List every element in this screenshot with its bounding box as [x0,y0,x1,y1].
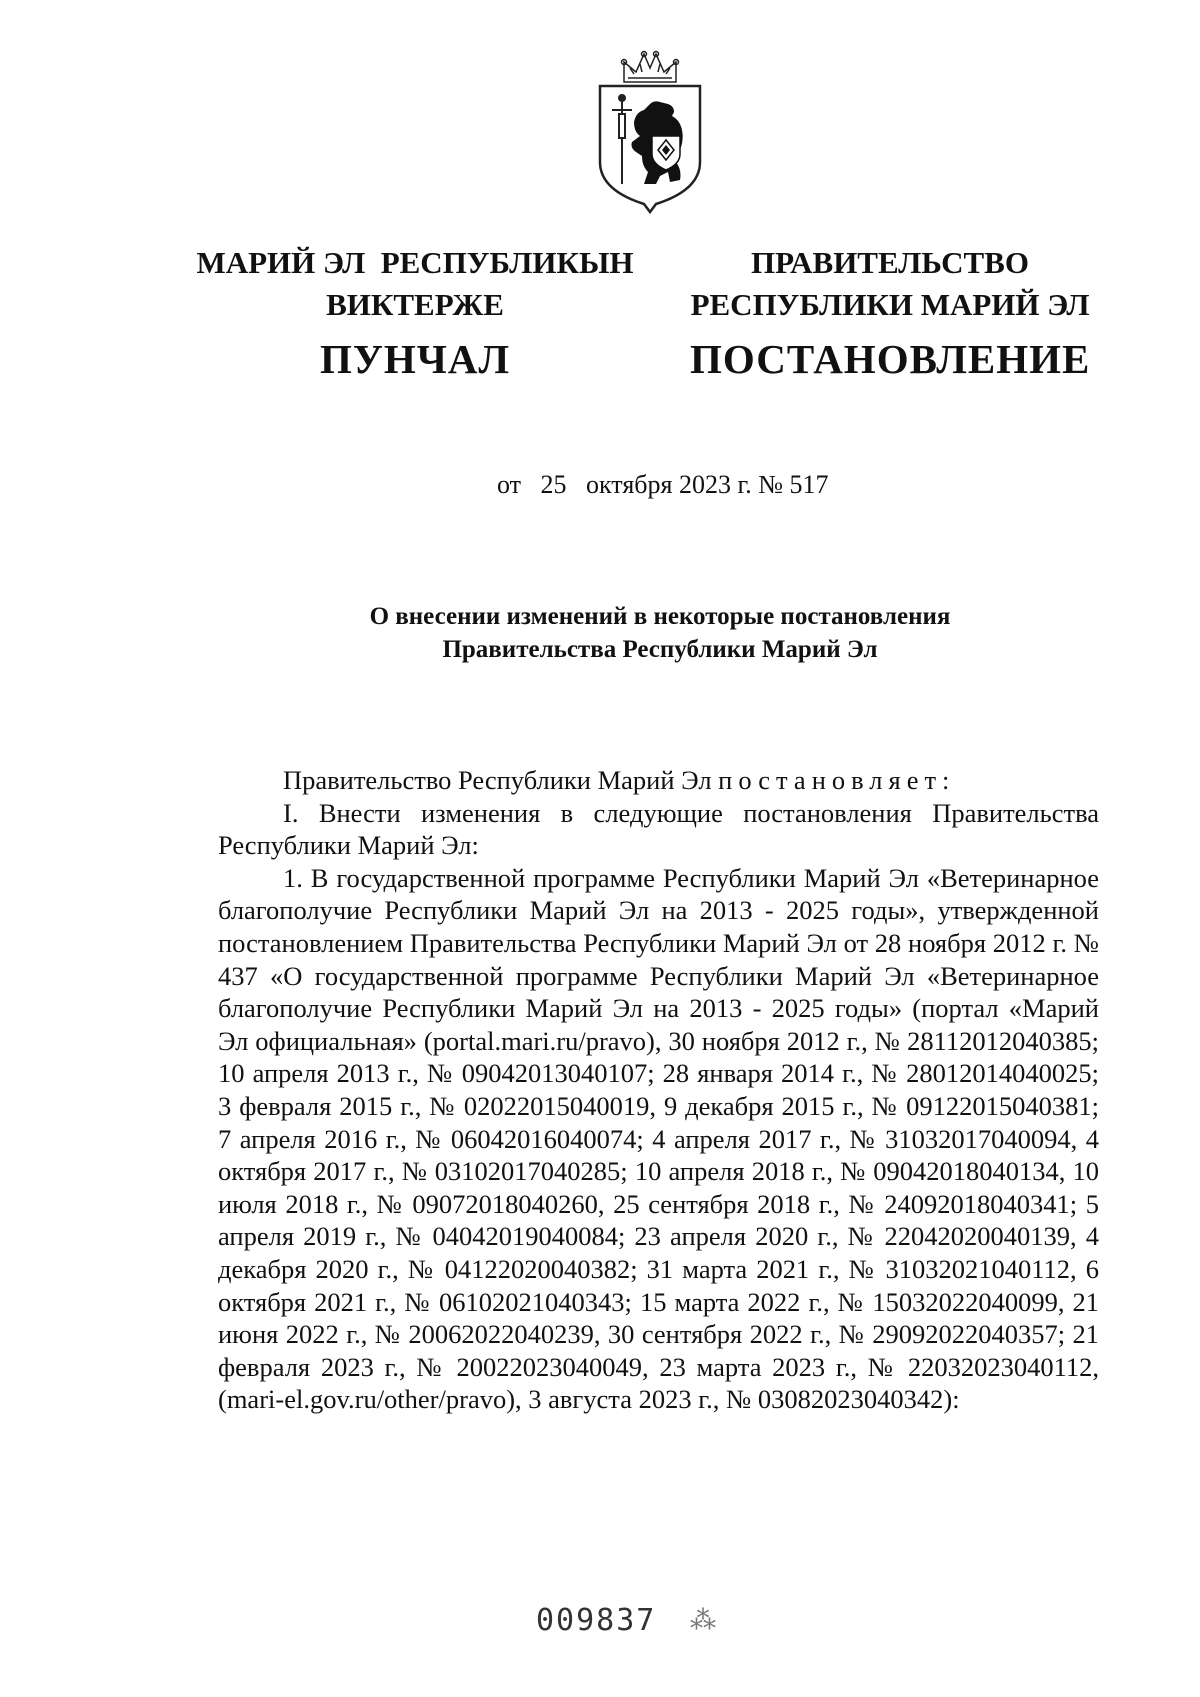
intro-resolves: постановляет: [718,765,956,795]
item-1-paragraph: 1. В государственной программе Республики Марий Эл «Ветеринарное благополучие Республики Марий Эл на 2013 - 2025 годы», утвержденной постановлением Правительства Республики Марий Эл от 28 ноября 2012 г. № 437 «О государственной программе Республики Марий Эл «Ветеринарное благополучие Республики Марий Эл на 2013 - 2025 годы» (портал «Марий Эл официальная» (portal.mari.ru/pravo), 30 ноября 2012 г., № 28112012040385; 10 апреля 2013 г., № 09042013040107; 28 января 2014 г., № 28012014040025; 3 февраля 2015 г., № 02022015040019, 9 декабря 2015 г., № 09122015040381; 7 апреля 2016 г., № 06042016040074; 4 апреля 2017 г., № 31032017040094, 4 октября 2017 г., № 03102017040285; 10 апреля 2018 г., № 09042018040134, 10 июля 2018 г., № 09072018040260, 25 сентября 2018 г., № 24092018040341; 5 апреля 2019 г., № 04042019040084; 23 апреля 2020 г., № 22042020040139, 4 декабря 2020 г., № 04122020040382; 31 марта 2021 г., № 31032021040112, 6 октября 2021 г., № 06102021040343; 15 марта 2022 г., № 15032022040099, 21 июня 2022 г., № 20062022040239, 30 сентября 2022 г., № 29092022040357; 21 февраля 2023 г., № 20022023040049, 23 марта 2023 г., № 22032023040112, (mari-el.gov.ru/other/pravo), 3 августа 2023 г., № 03082023040342): [218,862,1099,1415]
crown-icon [622,52,679,83]
document-title-line2: Правительства Республики Марий Эл [442,636,878,663]
header-russian-line2: РЕСПУБЛИКИ МАРИЙ ЭЛ [690,287,1090,322]
header-mari-line1: МАРИЙ ЭЛ РЕСПУБЛИКЫН [196,245,634,280]
section-1-paragraph: I. Внести изменения в следующие постановления Правительства Республики Марий Эл: [218,797,1099,861]
document-title-line1: О внесении изменений в некоторые постановления [369,603,951,630]
serial-number-stamp: 009837 [536,1603,657,1638]
stamp-mark-icon: ⁂ [690,1606,716,1635]
header-mari-line2: ВИКТЕРЖЕ [326,287,504,322]
intro-lead: Правительство Республики Марий Эл [283,765,719,795]
header-russian-doc-type: ПОСТАНОВЛЕНИЕ [690,336,1091,382]
header-russian-line1: ПРАВИТЕЛЬСТВО [751,245,1029,280]
coat-of-arms-emblem [594,44,706,214]
document-date-number: от 25 октября 2023 г. № 517 [497,470,829,499]
document-body [218,764,1099,1416]
header-russian-block [690,242,1090,380]
header-mari-block [195,242,635,380]
intro-paragraph [218,764,1099,797]
header-mari-doc-type: ПУНЧАЛ [319,336,511,382]
document-title [260,600,1060,666]
